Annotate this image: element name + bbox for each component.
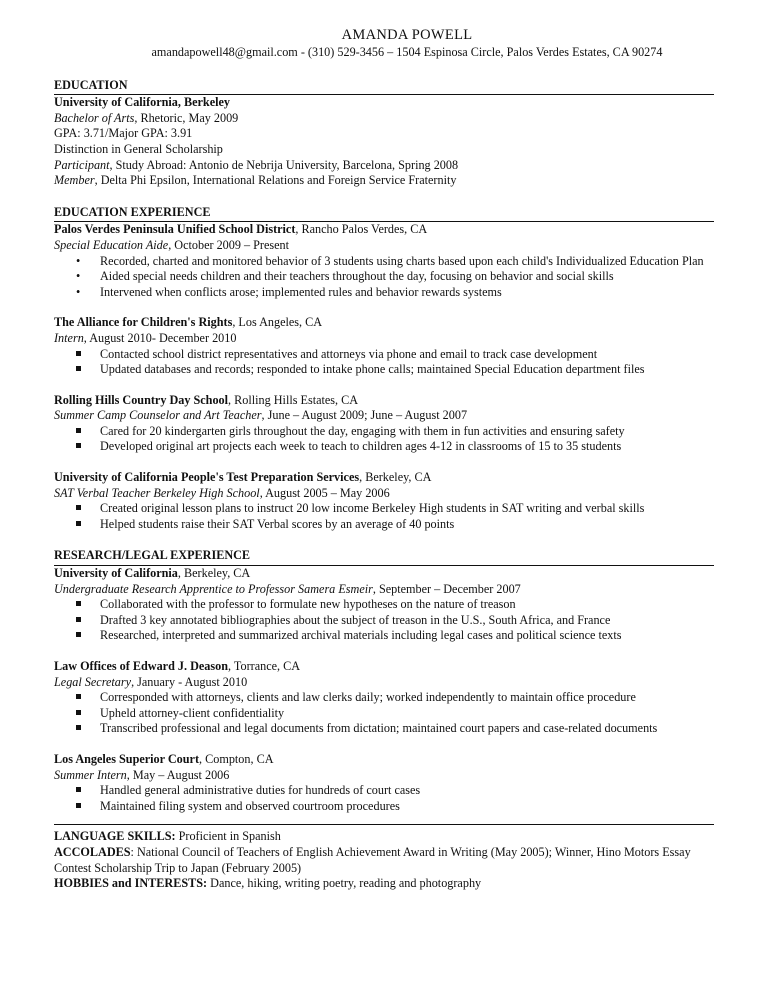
employer-line <box>54 393 714 409</box>
bullet-square-icon <box>76 613 81 629</box>
employer-name: Palos Verdes Peninsula Unified School District <box>54 222 296 237</box>
experience-entry <box>54 659 714 737</box>
employer-name: Los Angeles Superior Court <box>54 751 200 766</box>
role-title: Legal Secretary <box>54 674 132 689</box>
bullet-item <box>54 439 714 455</box>
bullet-square-icon <box>76 706 81 722</box>
employer-line <box>54 315 714 331</box>
bullet-item <box>54 501 714 517</box>
experience-entry <box>54 752 714 814</box>
bullet-text: Upheld attorney-client confidentiality <box>100 705 285 720</box>
experience-entry <box>54 222 714 300</box>
bullet-square-icon <box>76 721 81 737</box>
bullet-item <box>54 721 714 737</box>
education-degree: Bachelor of Arts, Rhetoric, May 2009 <box>54 110 239 125</box>
bullet-square-icon <box>76 628 81 644</box>
employer-location: , Rancho Palos Verdes, CA <box>295 222 428 237</box>
role-title: Intern <box>54 330 84 345</box>
bullet-text: Intervened when conflicts arose; implemented rules and behavior rewards systems <box>100 284 502 299</box>
role-line <box>54 582 714 598</box>
bullet-dot-icon <box>76 254 80 270</box>
role-line <box>54 768 714 784</box>
bullet-square-icon <box>76 501 81 517</box>
bullet-text: Helped students raise their SAT Verbal scores by an average of 40 points <box>100 516 455 531</box>
bullet-item <box>54 424 714 440</box>
bullet-list <box>54 597 714 644</box>
role-dates: , June – August 2009; June – August 2007 <box>261 408 468 423</box>
education-member: Member, Delta Phi Epsilon, International Relations and Foreign Service Fraternity <box>54 173 457 188</box>
employer-line <box>54 659 714 675</box>
role-title: Special Education Aide <box>54 237 169 252</box>
research-legal-heading: RESEARCH/LEGAL EXPERIENCE <box>54 548 714 566</box>
bullet-item <box>54 690 714 706</box>
role-title: Summer Intern <box>54 767 127 782</box>
role-title: SAT Verbal Teacher Berkeley High School <box>54 485 260 500</box>
bullet-list <box>54 501 714 532</box>
bullet-text: Handled general administrative duties for hundreds of court cases <box>100 783 421 798</box>
role-dates: , August 2005 – May 2006 <box>259 485 390 500</box>
bullet-square-icon <box>76 690 81 706</box>
employer-location: , Los Angeles, CA <box>232 315 323 330</box>
bullet-square-icon <box>76 783 81 799</box>
bullet-text: Transcribed professional and legal documents from dictation; maintained court papers and case-related documents <box>100 721 658 736</box>
research-legal-section <box>54 566 714 814</box>
bullet-text: Collaborated with the professor to formulate new hypotheses on the nature of treason <box>100 597 516 612</box>
bullet-text: Drafted 3 key annotated bibliographies about the subject of treason in the U.S., South Africa, and France <box>100 612 611 627</box>
candidate-name: AMANDA POWELL <box>341 27 473 43</box>
role-dates: , May – August 2006 <box>126 767 230 782</box>
bullet-list <box>54 783 714 814</box>
role-dates: , January - August 2010 <box>131 674 248 689</box>
experience-entry <box>54 566 714 644</box>
employer-line <box>54 752 714 768</box>
education-school: University of California, Berkeley <box>54 95 231 110</box>
employer-line <box>54 222 714 238</box>
education-heading: EDUCATION <box>54 78 714 96</box>
bullet-text: Maintained filing system and observed courtroom procedures <box>100 798 400 813</box>
employer-name: Rolling Hills Country Day School <box>54 392 229 407</box>
bullet-text: Updated databases and records; responded to intake phone calls; maintained Special Education department files <box>100 362 645 377</box>
divider-line <box>54 824 714 825</box>
education-section <box>54 95 714 189</box>
bullet-item <box>54 517 714 533</box>
bullet-item <box>54 597 714 613</box>
bullet-square-icon <box>76 517 81 533</box>
bullet-item <box>54 706 714 722</box>
employer-line <box>54 470 714 486</box>
employer-name: University of California <box>54 566 178 581</box>
role-dates: , August 2010- December 2010 <box>83 330 237 345</box>
experience-entry <box>54 470 714 532</box>
contact-line: amandapowell48@gmail.com - (310) 529-3456 – 1504 Espinosa Circle, Palos Verdes Estates, CA 90274 <box>151 45 663 59</box>
bullet-dot-icon <box>76 285 80 301</box>
bullet-item <box>54 613 714 629</box>
role-dates: , October 2009 – Present <box>168 237 290 252</box>
bullet-list <box>54 254 714 301</box>
employer-name: University of California People's Test Preparation Services <box>54 470 360 485</box>
bullet-item <box>54 362 714 378</box>
education-distinction: Distinction in General Scholarship <box>54 141 223 156</box>
bullet-square-icon <box>76 799 81 815</box>
role-line <box>54 331 714 347</box>
education-participant: Participant, Study Abroad: Antonio de Nebrija University, Barcelona, Spring 2008 <box>54 157 459 172</box>
role-line <box>54 675 714 691</box>
bullet-square-icon <box>76 362 81 378</box>
bullet-item <box>54 269 714 285</box>
bullet-text: Aided special needs children and their teachers throughout the day, focusing on behavior and social skills <box>100 269 614 284</box>
bullet-item <box>54 783 714 799</box>
bullet-text: Researched, interpreted and summarized archival materials including legal cases and political science texts <box>100 628 622 643</box>
experience-entry <box>54 393 714 455</box>
employer-location: , Berkeley, CA <box>359 470 432 485</box>
employer-line <box>54 566 714 582</box>
bullet-text: Developed original art projects each week to teach to children ages 4-12 in classrooms of 15 to 35 students <box>100 439 622 454</box>
bullet-square-icon <box>76 439 81 455</box>
education-experience-heading: EDUCATION EXPERIENCE <box>54 205 714 223</box>
bullet-item <box>54 347 714 363</box>
bullet-list <box>54 347 714 378</box>
role-line <box>54 238 714 254</box>
employer-location: , Rolling Hills Estates, CA <box>228 392 359 407</box>
bullet-text: Recorded, charted and monitored behavior of 3 students using charts based upon each child's Individualized Education Plan <box>100 253 704 268</box>
employer-name: The Alliance for Children's Rights <box>54 315 233 330</box>
bullet-item <box>54 254 714 270</box>
role-line <box>54 408 714 424</box>
bullet-text: Cared for 20 kindergarten girls throughout the day, engaging with them in fun activities and ensuring safety <box>100 423 625 438</box>
employer-location: , Compton, CA <box>199 751 274 766</box>
education-gpa: GPA: 3.71/Major GPA: 3.91 <box>54 126 193 141</box>
role-title: Undergraduate Research Apprentice to Professor Samera Esmeir <box>54 581 373 596</box>
employer-location: , Torrance, CA <box>228 659 301 673</box>
bullet-dot-icon <box>76 269 80 285</box>
education-experience-section <box>54 222 714 532</box>
bullet-item <box>54 285 714 301</box>
employer-name: Law Offices of Edward J. Deason <box>54 659 229 673</box>
experience-entry <box>54 315 714 377</box>
bullet-list <box>54 424 714 455</box>
bullet-square-icon <box>76 597 81 613</box>
accolades: ACCOLADES: National Council of Teachers of English Achievement Award in Writing (May 2005); Winner, Hino Motors Essay Contest Scholarship Trip to Japan (February 2005) <box>54 844 691 875</box>
hobbies-interests: HOBBIES and INTERESTS: Dance, hiking, writing poetry, reading and photography <box>54 876 482 891</box>
role-dates: , September – December 2007 <box>372 581 521 596</box>
bullet-square-icon <box>76 424 81 440</box>
bullet-square-icon <box>76 347 81 363</box>
resume-page <box>54 26 714 892</box>
bullet-item <box>54 799 714 815</box>
bullet-item <box>54 628 714 644</box>
role-line <box>54 486 714 502</box>
language-skills: LANGUAGE SKILLS: Proficient in Spanish <box>54 829 281 844</box>
bullet-text: Created original lesson plans to instruct 20 low income Berkeley High students in SAT writing and verbal skills <box>100 501 645 516</box>
bullet-text: Contacted school district representatives and attorneys via phone and email to track case development <box>100 346 598 361</box>
employer-location: , Berkeley, CA <box>177 566 251 581</box>
bullet-list <box>54 690 714 737</box>
role-title: Summer Camp Counselor and Art Teacher <box>54 408 262 423</box>
bullet-text: Corresponded with attorneys, clients and law clerks daily; worked independently to maintain office procedure <box>100 690 636 705</box>
